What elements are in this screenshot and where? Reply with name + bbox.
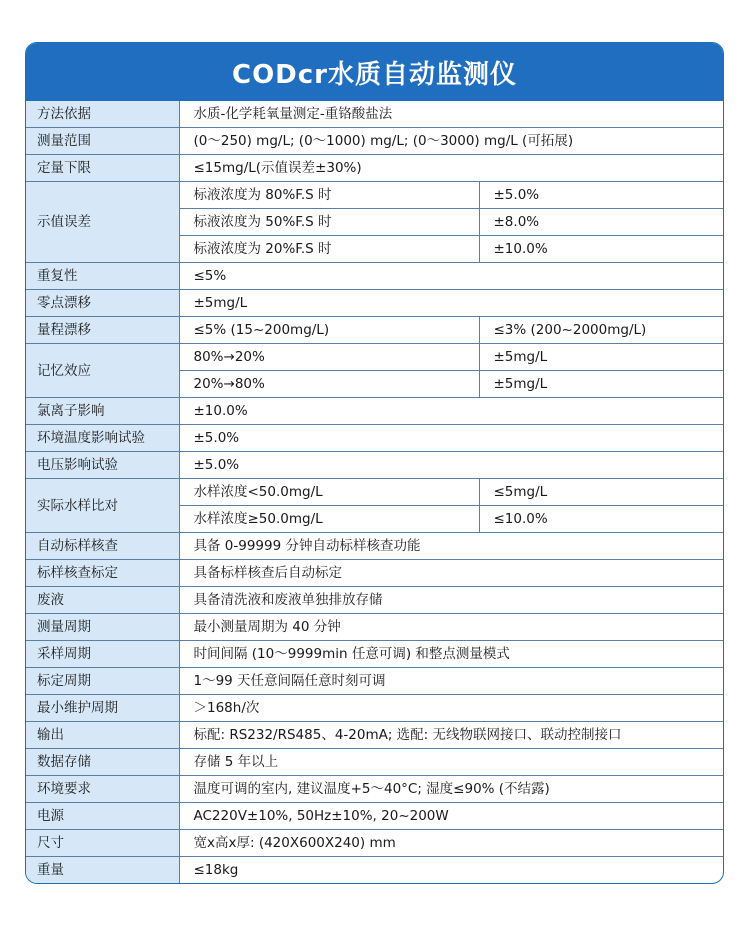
row-label: 零点漂移 [26, 290, 179, 317]
table-row [26, 722, 723, 749]
row-label: 数据存储 [26, 749, 179, 776]
row-value: ±5.0% [179, 425, 723, 452]
table-row [26, 776, 723, 803]
row-label: 重量 [26, 857, 179, 884]
table-row [26, 425, 723, 452]
table-row [26, 344, 723, 371]
table-row [26, 290, 723, 317]
row-value: ≤15mg/L(示值误差±30%) [179, 155, 723, 182]
row-value: ≤10.0% [479, 506, 723, 533]
row-label: 定量下限 [26, 155, 179, 182]
table-row [26, 263, 723, 290]
row-label: 尺寸 [26, 830, 179, 857]
row-value: 具备标样核查后自动标定 [179, 560, 723, 587]
row-condition: 80%→20% [179, 344, 479, 371]
table-row [26, 182, 723, 209]
row-value: 宽x高x厚: (420X600X240) mm [179, 830, 723, 857]
table-row [26, 641, 723, 668]
row-label: 自动标样核查 [26, 533, 179, 560]
row-label: 测量周期 [26, 614, 179, 641]
row-condition: 水样浓度<50.0mg/L [179, 479, 479, 506]
row-value: ≤5mg/L [479, 479, 723, 506]
table-row [26, 668, 723, 695]
row-value: ≤3% (200~2000mg/L) [479, 317, 723, 344]
row-condition: 标液浓度为 20%F.S 时 [179, 236, 479, 263]
row-label: 标样核查标定 [26, 560, 179, 587]
row-value: ±5.0% [179, 452, 723, 479]
row-label: 示值误差 [26, 182, 179, 263]
row-value: 具备清洗液和废液单独排放存储 [179, 587, 723, 614]
table-row [26, 398, 723, 425]
row-label: 废液 [26, 587, 179, 614]
row-value: 温度可调的室内, 建议温度+5～40°C; 湿度≤90% (不结露) [179, 776, 723, 803]
row-value: ≤18kg [179, 857, 723, 884]
table-row [26, 830, 723, 857]
row-value: ＞168h/次 [179, 695, 723, 722]
row-value: ≤5% [179, 263, 723, 290]
row-value: 标配: RS232/RS485、4-20mA; 选配: 无线物联网接口、联动控制接口 [179, 722, 723, 749]
row-label: 氯离子影响 [26, 398, 179, 425]
row-value: ±10.0% [479, 236, 723, 263]
row-condition: 20%→80% [179, 371, 479, 398]
row-value: ±5mg/L [479, 344, 723, 371]
table-row [26, 533, 723, 560]
row-label: 电源 [26, 803, 179, 830]
table-row [26, 857, 723, 884]
spec-table [26, 101, 723, 884]
row-value: ±5mg/L [479, 371, 723, 398]
table-row [26, 587, 723, 614]
row-label: 环境温度影响试验 [26, 425, 179, 452]
row-label: 电压影响试验 [26, 452, 179, 479]
table-row [26, 479, 723, 506]
table-row [26, 614, 723, 641]
table-row [26, 452, 723, 479]
table-row [26, 128, 723, 155]
table-row [26, 749, 723, 776]
row-value: 存储 5 年以上 [179, 749, 723, 776]
table-row [26, 803, 723, 830]
row-value: AC220V±10%, 50Hz±10%, 20~200W [179, 803, 723, 830]
row-value: ±8.0% [479, 209, 723, 236]
row-value: 时间间隔 (10～9999min 任意可调) 和整点测量模式 [179, 641, 723, 668]
row-condition: 标液浓度为 50%F.S 时 [179, 209, 479, 236]
row-value: ±5.0% [479, 182, 723, 209]
row-value: ±10.0% [179, 398, 723, 425]
row-label: 实际水样比对 [26, 479, 179, 533]
row-condition: 水样浓度≥50.0mg/L [179, 506, 479, 533]
row-value: ≤5% (15~200mg/L) [179, 317, 479, 344]
row-value: (0～250) mg/L; (0～1000) mg/L; (0～3000) mg/L (可拓展) [179, 128, 723, 155]
row-label: 重复性 [26, 263, 179, 290]
page-title: CODcr水质自动监测仪 [26, 43, 723, 101]
row-label: 方法依据 [26, 101, 179, 128]
row-value: ±5mg/L [179, 290, 723, 317]
row-condition: 标液浓度为 80%F.S 时 [179, 182, 479, 209]
row-label: 记忆效应 [26, 344, 179, 398]
row-value: 水质-化学耗氧量测定-重铬酸盐法 [179, 101, 723, 128]
row-label: 环境要求 [26, 776, 179, 803]
row-label: 量程漂移 [26, 317, 179, 344]
table-row [26, 155, 723, 182]
table-row [26, 560, 723, 587]
row-value: 1～99 天任意间隔任意时刻可调 [179, 668, 723, 695]
table-row [26, 101, 723, 128]
spec-card [25, 42, 724, 884]
row-label: 标定周期 [26, 668, 179, 695]
row-label: 最小维护周期 [26, 695, 179, 722]
row-label: 输出 [26, 722, 179, 749]
table-row [26, 695, 723, 722]
row-label: 测量范围 [26, 128, 179, 155]
row-label: 采样周期 [26, 641, 179, 668]
row-value: 具备 0-99999 分钟自动标样核查功能 [179, 533, 723, 560]
table-row [26, 317, 723, 344]
row-value: 最小测量周期为 40 分钟 [179, 614, 723, 641]
